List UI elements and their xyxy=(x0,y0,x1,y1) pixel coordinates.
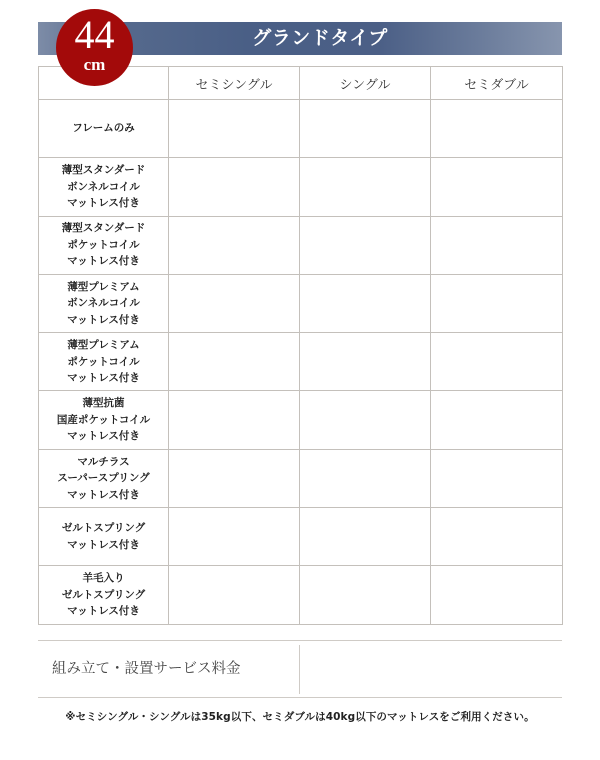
header-semi-single: セミシングル xyxy=(169,67,300,100)
row-label-line: マットレス付き xyxy=(67,605,140,618)
service-fee-label: 組み立て・設置サービス料金 xyxy=(52,661,241,677)
price-cell xyxy=(300,274,431,332)
price-cell xyxy=(169,333,300,391)
header-semi-double: セミダブル xyxy=(431,67,563,100)
price-cell xyxy=(300,216,431,274)
table-row xyxy=(39,449,563,507)
row-label-line: 薄型プレミアム xyxy=(67,280,140,293)
price-cell xyxy=(431,566,563,624)
row-label-line: マルチラス xyxy=(77,455,130,468)
table-row xyxy=(39,274,563,332)
row-label xyxy=(39,333,169,391)
row-label-line: ポケットコイル xyxy=(67,238,140,251)
row-label-line: マットレス付き xyxy=(67,197,140,210)
price-cell xyxy=(169,566,300,624)
badge-unit: cm xyxy=(83,55,106,74)
row-label-line: マットレス付き xyxy=(67,430,140,443)
price-cell xyxy=(431,274,563,332)
price-cell xyxy=(431,508,563,566)
row-label-line: マットレス付き xyxy=(67,488,140,501)
row-label xyxy=(39,508,169,566)
price-cell xyxy=(431,333,563,391)
table-row xyxy=(39,566,563,624)
price-cell xyxy=(300,391,431,449)
price-cell xyxy=(169,158,300,216)
price-cell xyxy=(169,100,300,158)
table-row xyxy=(39,100,563,158)
price-cell xyxy=(300,100,431,158)
row-label-line: ポケットコイル xyxy=(67,355,140,368)
table-row xyxy=(39,216,563,274)
row-label-line: マットレス付き xyxy=(67,255,140,268)
header-single: シングル xyxy=(300,67,431,100)
row-label-line: マットレス付き xyxy=(67,372,140,385)
banner-title: グランドタイプ xyxy=(252,27,388,49)
price-cell xyxy=(300,508,431,566)
price-cell xyxy=(431,216,563,274)
row-label-line: ゼルトスプリング xyxy=(61,522,146,535)
row-label-line: 羊毛入り xyxy=(82,572,125,585)
row-label-line: フレームのみ xyxy=(72,122,135,135)
table-row xyxy=(39,391,563,449)
price-cell xyxy=(169,449,300,507)
badge-number: 44 xyxy=(74,12,115,57)
row-label xyxy=(39,274,169,332)
price-cell xyxy=(431,100,563,158)
row-label-line: スーパースプリング xyxy=(57,472,150,485)
row-label-line: 薄型スタンダード xyxy=(61,222,146,235)
row-label-line: マットレス付き xyxy=(67,313,140,326)
price-cell xyxy=(431,391,563,449)
row-label-line: マットレス付き xyxy=(67,538,140,551)
row-label-line: ゼルトスプリング xyxy=(61,588,146,601)
row-label xyxy=(39,391,169,449)
price-cell xyxy=(431,158,563,216)
row-label xyxy=(39,566,169,624)
price-cell xyxy=(169,391,300,449)
row-label xyxy=(39,158,169,216)
row-label-line: ボンネルコイル xyxy=(67,297,140,310)
price-cell xyxy=(431,449,563,507)
service-fee-row xyxy=(38,640,562,698)
row-label xyxy=(39,216,169,274)
price-cell xyxy=(300,566,431,624)
price-table xyxy=(38,66,563,625)
table-row xyxy=(39,508,563,566)
table-row xyxy=(39,158,563,216)
height-badge xyxy=(56,9,133,86)
service-fee-value xyxy=(300,641,562,698)
table-row xyxy=(39,333,563,391)
price-cell xyxy=(169,274,300,332)
price-cell xyxy=(169,508,300,566)
price-cell xyxy=(300,333,431,391)
row-label-line: 薄型抗菌 xyxy=(82,397,125,410)
row-label-line: ボンネルコイル xyxy=(67,180,140,193)
row-label-line: 国産ポケットコイル xyxy=(56,413,151,426)
row-label xyxy=(39,100,169,158)
row-label xyxy=(39,449,169,507)
price-cell xyxy=(300,449,431,507)
row-label-line: 薄型プレミアム xyxy=(67,339,140,352)
weight-note: ※セミシングル・シングルは35kg以下、セミダブルは40kg以下のマットレスをご利用ください。 xyxy=(65,711,535,723)
row-label-line: 薄型スタンダード xyxy=(61,164,146,177)
price-cell xyxy=(300,158,431,216)
price-cell xyxy=(169,216,300,274)
